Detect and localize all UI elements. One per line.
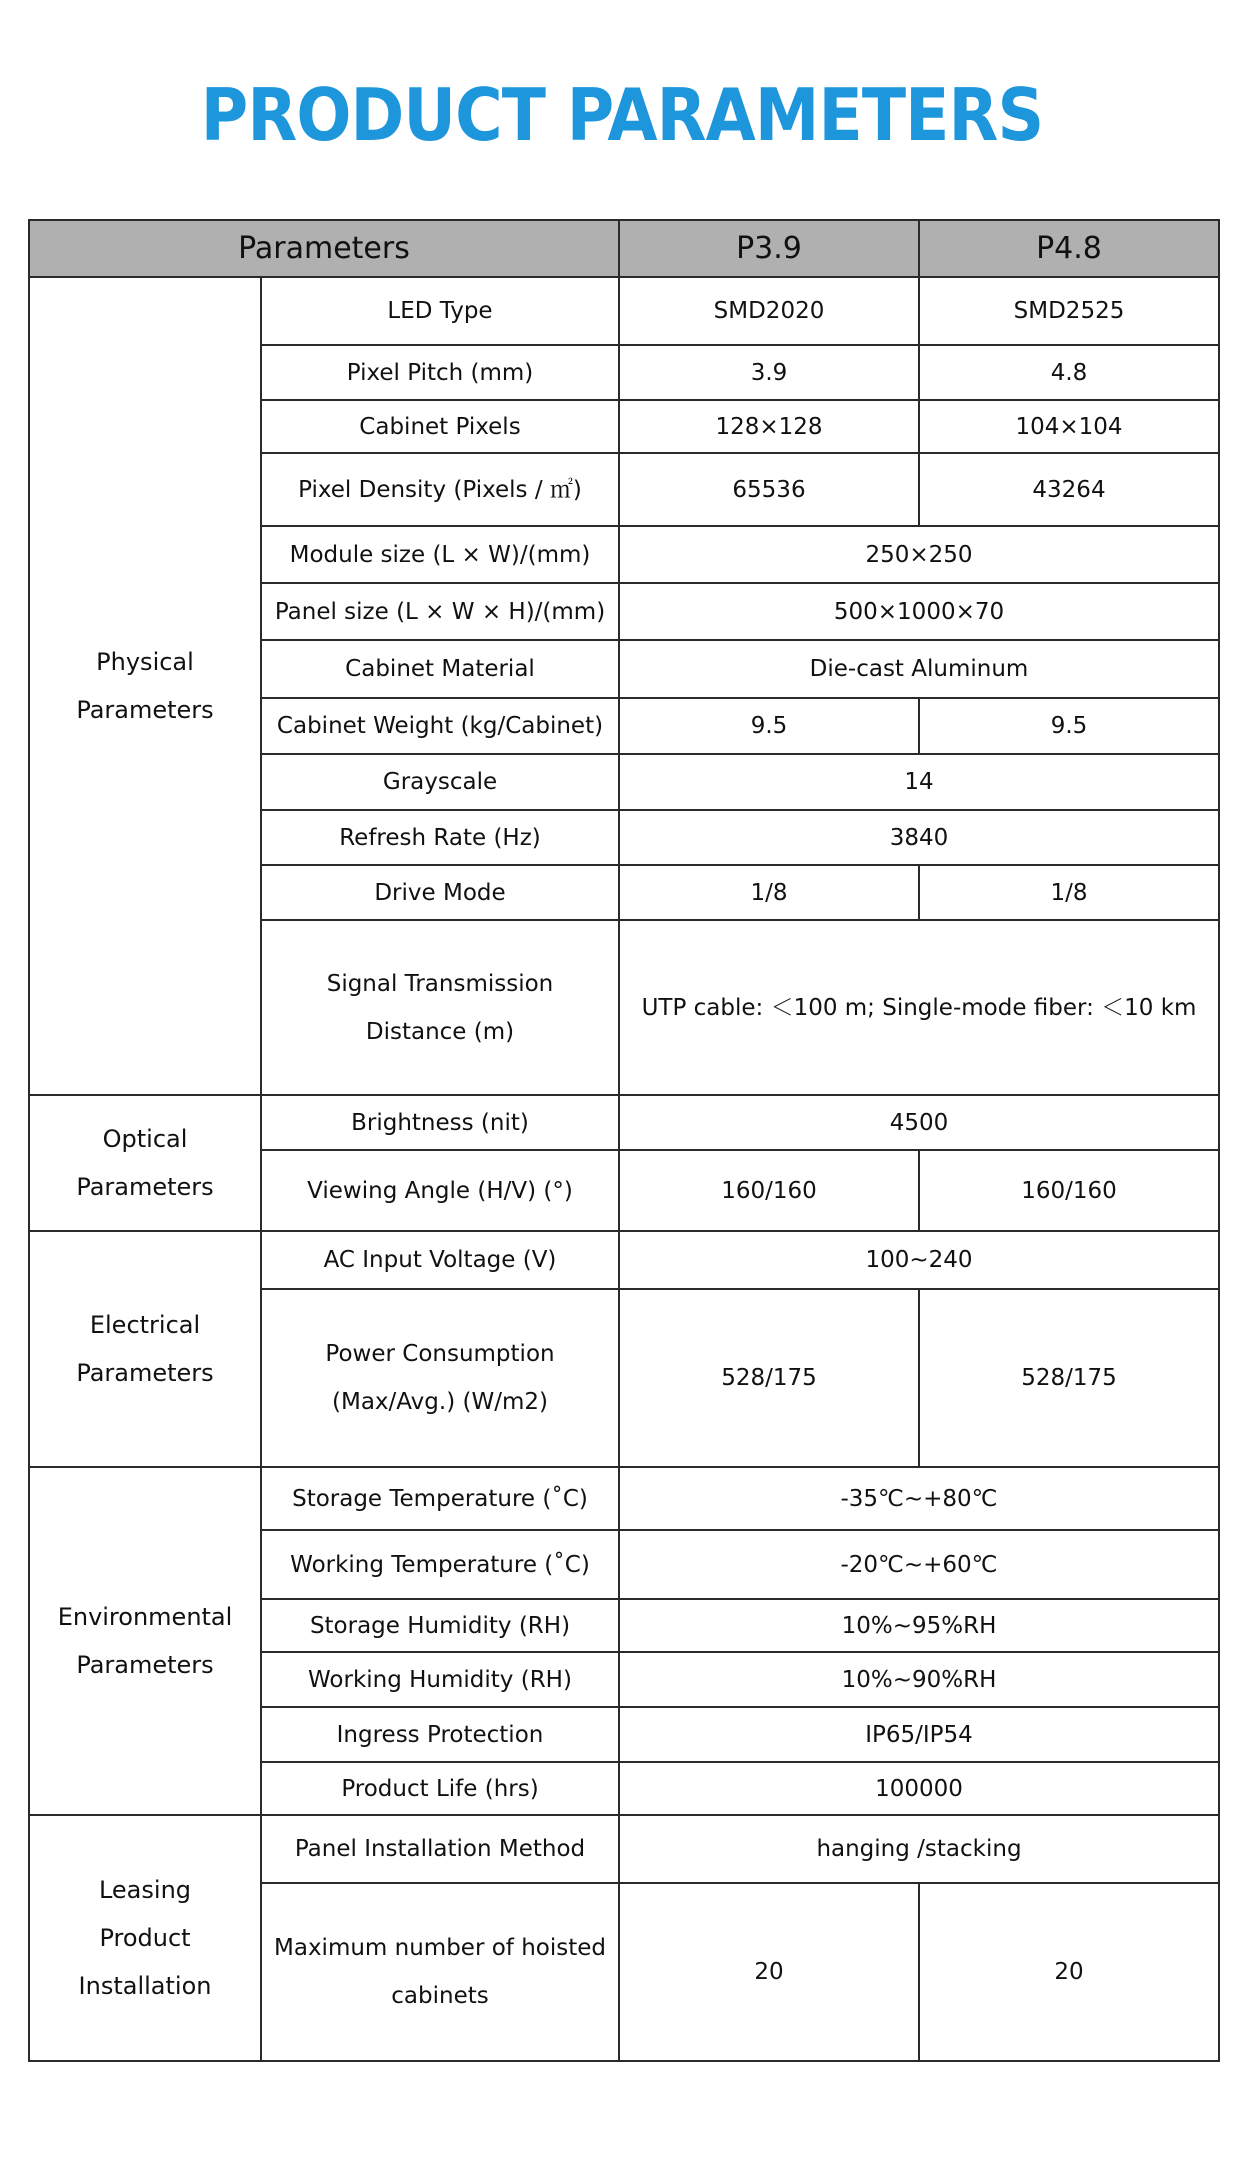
table-row xyxy=(29,1815,1219,1883)
row-label: Module size (L × W)/(mm) xyxy=(261,526,619,583)
table-row xyxy=(29,1467,1219,1530)
row-label: AC Input Voltage (V) xyxy=(261,1231,619,1289)
cell-value: 500×1000×70 xyxy=(619,583,1219,640)
cell-value: IP65/IP54 xyxy=(619,1707,1219,1762)
cell-p48: 104×104 xyxy=(919,400,1219,453)
row-label: Working Temperature (˚C) xyxy=(261,1530,619,1599)
row-label-line: (Max/Avg.) (W/m2) xyxy=(332,1389,548,1415)
category-label-line: Parameters xyxy=(76,1651,214,1679)
row-label: Storage Humidity (RH) xyxy=(261,1599,619,1652)
cell-p48: 9.5 xyxy=(919,698,1219,754)
cell-p48: 160/160 xyxy=(919,1150,1219,1231)
cell-p39: 160/160 xyxy=(619,1150,919,1231)
cell-value: 4500 xyxy=(619,1095,1219,1150)
row-label: Cabinet Material xyxy=(261,640,619,698)
row-label: LED Type xyxy=(261,277,619,345)
row-label: Cabinet Pixels xyxy=(261,400,619,453)
cell-value: -35℃~+80℃ xyxy=(619,1467,1219,1530)
header-p48: P4.8 xyxy=(919,220,1219,277)
header-row xyxy=(29,220,1219,277)
row-label: Panel size (L × W × H)/(mm) xyxy=(261,583,619,640)
cell-p48: 43264 xyxy=(919,453,1219,526)
category-label-line: Parameters xyxy=(76,1173,214,1201)
row-label: Pixel Pitch (mm) xyxy=(261,345,619,400)
cell-value: 100000 xyxy=(619,1762,1219,1815)
cell-p39: 528/175 xyxy=(619,1289,919,1467)
header-p39: P3.9 xyxy=(619,220,919,277)
row-label: Storage Temperature (˚C) xyxy=(261,1467,619,1530)
cell-p39: 9.5 xyxy=(619,698,919,754)
cell-p48: 4.8 xyxy=(919,345,1219,400)
row-label-line: cabinets xyxy=(391,1983,489,2009)
category-label-line: Electrical xyxy=(89,1311,201,1339)
cell-value: 14 xyxy=(619,754,1219,810)
cell-value: UTP cable: ＜100 m; Single-mode fiber: ＜10 km xyxy=(619,920,1219,1095)
category-label-line: Leasing xyxy=(98,1876,192,1904)
category-label-line: Product Installation xyxy=(78,1924,212,2000)
cell-p39: SMD2020 xyxy=(619,277,919,345)
cell-value: -20℃~+60℃ xyxy=(619,1530,1219,1599)
cell-p39: 20 xyxy=(619,1883,919,2061)
cell-value: 3840 xyxy=(619,810,1219,865)
row-label: Grayscale xyxy=(261,754,619,810)
row-label xyxy=(261,1883,619,2061)
row-label-line: Distance (m) xyxy=(365,1018,515,1045)
cell-p48: 1/8 xyxy=(919,865,1219,920)
table-row xyxy=(29,1231,1219,1289)
category-optical xyxy=(29,1095,261,1231)
category-leasing xyxy=(29,1815,261,2061)
row-label: Working Humidity (RH) xyxy=(261,1652,619,1707)
row-label: Drive Mode xyxy=(261,865,619,920)
row-label: Product Life (hrs) xyxy=(261,1762,619,1815)
row-label xyxy=(261,1289,619,1467)
cell-value: 250×250 xyxy=(619,526,1219,583)
category-electrical xyxy=(29,1231,261,1467)
cell-value: 100~240 xyxy=(619,1231,1219,1289)
row-label: Viewing Angle (H/V) (°) xyxy=(261,1150,619,1231)
header-parameters: Parameters xyxy=(29,220,619,277)
row-label: Panel Installation Method xyxy=(261,1815,619,1883)
category-label-line: Optical xyxy=(102,1125,188,1153)
cell-p48: 528/175 xyxy=(919,1289,1219,1467)
cell-value: hanging /stacking xyxy=(619,1815,1219,1883)
row-label-line: Maximum number of hoisted xyxy=(274,1935,606,1961)
row-label-line: Power Consumption xyxy=(325,1341,555,1367)
category-physical: Physical Parameters xyxy=(29,277,261,1095)
cell-p39: 128×128 xyxy=(619,400,919,453)
cell-value: 10%~95%RH xyxy=(619,1599,1219,1652)
table-row xyxy=(29,1095,1219,1150)
cell-p48: SMD2525 xyxy=(919,277,1219,345)
cell-p39: 3.9 xyxy=(619,345,919,400)
category-label-line: Parameters xyxy=(76,1359,214,1387)
cell-p39: 1/8 xyxy=(619,865,919,920)
cell-value: 10%~90%RH xyxy=(619,1652,1219,1707)
page-title: PRODUCT PARAMETERS xyxy=(200,73,1044,157)
category-environmental xyxy=(29,1467,261,1815)
row-label xyxy=(261,920,619,1095)
row-label: Brightness (nit) xyxy=(261,1095,619,1150)
row-label: Ingress Protection xyxy=(261,1707,619,1762)
cell-p39: 65536 xyxy=(619,453,919,526)
category-label-line: Environmental xyxy=(57,1603,233,1631)
cell-value: Die-cast Aluminum xyxy=(619,640,1219,698)
table-row xyxy=(29,277,1219,345)
row-label: Cabinet Weight (kg/Cabinet) xyxy=(261,698,619,754)
row-label: Refresh Rate (Hz) xyxy=(261,810,619,865)
row-label: Pixel Density (Pixels / ㎡) xyxy=(261,453,619,526)
parameters-table xyxy=(28,219,1220,2062)
row-label-line: Signal Transmission xyxy=(326,970,554,997)
cell-p48: 20 xyxy=(919,1883,1219,2061)
